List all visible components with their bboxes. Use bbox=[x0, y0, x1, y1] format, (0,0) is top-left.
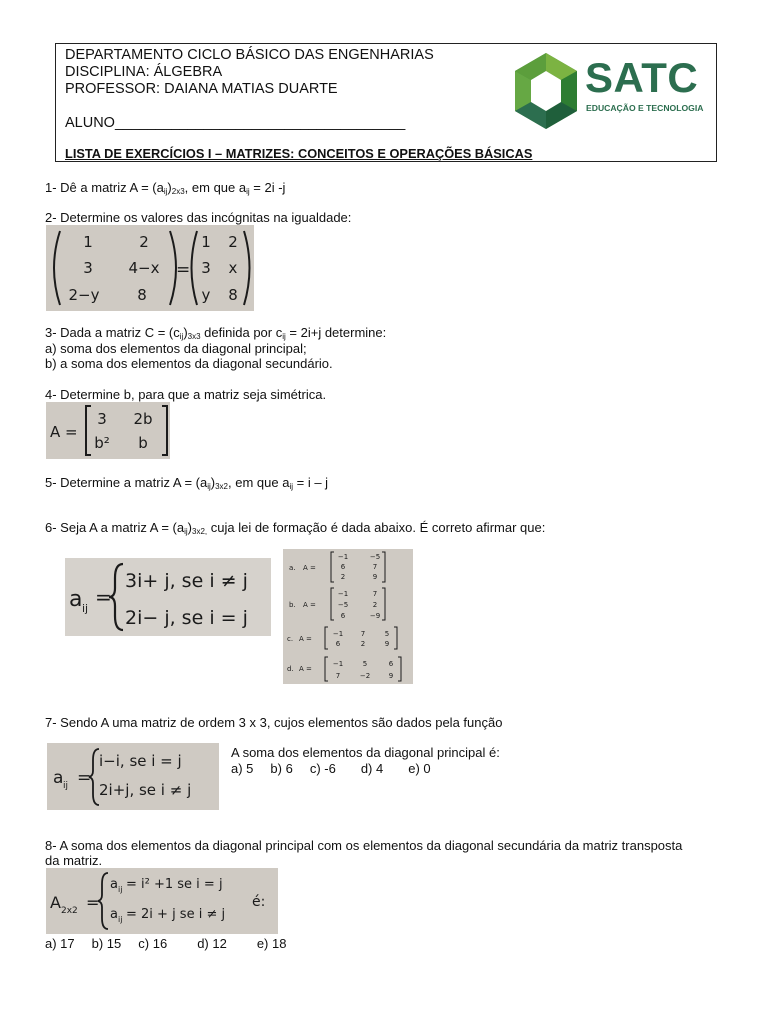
q2-left-cell: 1 bbox=[83, 233, 93, 251]
q6-option-cell: 9 bbox=[372, 573, 378, 581]
question-5 bbox=[45, 475, 328, 494]
q1-sub: ij bbox=[163, 187, 168, 196]
q6-law-image bbox=[65, 558, 271, 636]
logo-tagline: EDUCAÇÃO E TECNOLOGIA bbox=[586, 103, 704, 113]
q8-rule-2-a: a bbox=[110, 907, 118, 922]
q8-equals: = bbox=[86, 893, 100, 912]
q8-rule-1-sub: ij bbox=[118, 885, 123, 894]
q7-rule-1: i−i, se i = j bbox=[99, 752, 182, 770]
q7-rule-2: 2i+j, se i ≠ j bbox=[99, 781, 192, 799]
q7-options bbox=[231, 761, 448, 776]
q7-option: d) 4 bbox=[360, 761, 384, 776]
q1-text-d: = 2i -j bbox=[249, 180, 286, 195]
q8-option: a) 17 bbox=[45, 936, 75, 951]
q2-left-cell: 3 bbox=[83, 259, 93, 277]
q6-option-cell: 6 bbox=[335, 640, 341, 648]
q6-options-image bbox=[283, 549, 413, 684]
q2-equals-sign: = bbox=[176, 260, 191, 280]
q3-text-b: ) bbox=[183, 325, 188, 340]
q6-lhs: a bbox=[69, 587, 83, 612]
q8-rule-2-sub: ij bbox=[118, 915, 123, 924]
q2-right-cell: 8 bbox=[228, 286, 238, 304]
q6-option-prefix: A = bbox=[299, 665, 312, 673]
q7-lhs-sub: ij bbox=[63, 781, 69, 791]
question-7: 7- Sendo A uma matriz de ordem 3 x 3, cujos elementos são dados pela função bbox=[45, 715, 503, 730]
q2-right-cell: x bbox=[228, 259, 238, 277]
q3-text-d: = 2i+j determine: bbox=[285, 325, 387, 340]
q3-text-a: 3- Dada a matriz C = (c bbox=[45, 325, 180, 340]
q6-option-prefix: A = bbox=[299, 635, 312, 643]
q1-sub: ij bbox=[246, 187, 250, 196]
q6-option-prefix: A = bbox=[303, 601, 316, 609]
q2-right-cell: 3 bbox=[201, 259, 211, 277]
q6-option-cell: 7 bbox=[360, 630, 366, 638]
q6-sub: 3x2, bbox=[192, 527, 208, 536]
q2-left-cell: 2−y bbox=[68, 286, 100, 304]
logo-name: SATC bbox=[585, 54, 699, 101]
q2-right-cell: y bbox=[201, 286, 211, 304]
q6-option-label: b. bbox=[289, 601, 296, 609]
q3-sub: ij bbox=[179, 332, 184, 341]
q3-sub: 3x3 bbox=[187, 332, 201, 341]
q2-right-cell: 1 bbox=[201, 233, 211, 251]
question-6 bbox=[45, 520, 545, 539]
q6-rule-2: 2i− j, se i = j bbox=[125, 607, 248, 629]
q6-option-cell: −2 bbox=[359, 672, 371, 680]
q2-left-cell: 4−x bbox=[128, 259, 160, 277]
q6-option-cell: 2 bbox=[340, 573, 346, 581]
q5-sub: 3x2 bbox=[215, 482, 229, 491]
q6-option-label: c. bbox=[287, 635, 294, 643]
q6-option-cell: 2 bbox=[372, 601, 378, 609]
q7-function-image bbox=[47, 743, 219, 810]
q8-option: b) 15 bbox=[91, 936, 122, 951]
q6-lhs-sub: ij bbox=[82, 602, 89, 615]
question-4: 4- Determine b, para que a matriz seja simétrica. bbox=[45, 387, 327, 402]
q6-option-cell: 6 bbox=[340, 612, 346, 620]
q2-matrix-image bbox=[46, 225, 254, 311]
professor-line: PROFESSOR: DAIANA MATIAS DUARTE bbox=[65, 81, 338, 97]
q4-cell: b bbox=[138, 434, 148, 452]
q7-equals: = bbox=[77, 768, 92, 788]
q6-option-cell: 6 bbox=[388, 660, 394, 668]
hexagon-logo-icon bbox=[511, 49, 581, 133]
q6-option-cell: −1 bbox=[337, 553, 349, 561]
q8-rule-1-b: = i² +1 se i = j bbox=[126, 877, 223, 892]
q5-text-d: = i – j bbox=[293, 475, 329, 490]
q6-option-cell: 7 bbox=[372, 590, 378, 598]
q6-option-label: d. bbox=[287, 665, 294, 673]
q7-lhs: a bbox=[53, 768, 64, 788]
q6-option-cell: −5 bbox=[337, 601, 349, 609]
q8-rule-2-b: = 2i + j se i ≠ j bbox=[126, 907, 226, 922]
q6-text-c: cuja lei de formação é dada abaixo. É correto afirmar que: bbox=[207, 520, 546, 535]
q8-function-image bbox=[46, 868, 278, 934]
q6-option-cell: −9 bbox=[369, 612, 381, 620]
q8-suffix: é: bbox=[252, 894, 266, 910]
q6-text-b: ) bbox=[187, 520, 193, 535]
q2-right-cell: 2 bbox=[228, 233, 238, 251]
q4-cell: 2b bbox=[133, 410, 153, 428]
q7-option: e) 0 bbox=[408, 761, 431, 776]
q6-option-cell: −5 bbox=[369, 553, 381, 561]
q7-option: c) -6 bbox=[309, 761, 336, 776]
header-box bbox=[55, 43, 717, 162]
student-name-line: ALUNO____________________________________ bbox=[65, 115, 406, 131]
q6-option-cell: −1 bbox=[332, 630, 344, 638]
q6-option-cell: 9 bbox=[384, 640, 390, 648]
list-title: LISTA DE EXERCÍCIOS I – MATRIZES: CONCEITOS E OPERAÇÕES BÁSICAS bbox=[65, 146, 533, 161]
q8-rule-1-a: a bbox=[110, 877, 118, 892]
question-3-item-b: b) a soma dos elementos da diagonal secundário. bbox=[45, 356, 333, 371]
q1-sub: 2x3 bbox=[171, 187, 185, 196]
q8-option: e) 18 bbox=[256, 936, 287, 951]
q6-option-cell: 7 bbox=[372, 563, 378, 571]
q6-equals: = bbox=[95, 585, 112, 609]
question-8-line-2: da matriz. bbox=[45, 853, 103, 868]
q2-left-cell: 8 bbox=[137, 286, 147, 304]
q5-text-c: , em que a bbox=[228, 475, 290, 490]
q6-text-a: 6- Seja A a matriz A = (a bbox=[45, 520, 185, 535]
q3-text-c: definida por c bbox=[200, 325, 283, 340]
q6-rule-1: 3i+ j, se i ≠ j bbox=[125, 570, 248, 592]
question-2: 2- Determine os valores das incógnitas na igualdade: bbox=[45, 210, 352, 225]
q5-sub: ij bbox=[289, 482, 294, 491]
q6-option-cell: 7 bbox=[335, 672, 341, 680]
q5-text-a: 5- Determine a matriz A = (a bbox=[45, 475, 208, 490]
q6-option-cell: 5 bbox=[384, 630, 390, 638]
q8-options bbox=[45, 936, 303, 951]
q7-option: a) 5 bbox=[231, 761, 254, 776]
q8-option: d) 12 bbox=[197, 936, 227, 951]
q4-lhs: A = bbox=[50, 423, 78, 441]
q8-lhs-sub: 2x2 bbox=[61, 906, 78, 916]
q6-option-prefix: A = bbox=[303, 564, 316, 572]
q4-cell: b² bbox=[94, 434, 110, 452]
discipline-line: DISCIPLINA: ÁLGEBRA bbox=[65, 64, 223, 80]
q1-text-a: 1- Dê a matriz A = (a bbox=[45, 180, 164, 195]
question-3-item-a: a) soma dos elementos da diagonal principal; bbox=[45, 341, 307, 356]
q2-left-cell: 2 bbox=[139, 233, 149, 251]
q4-cell: 3 bbox=[97, 410, 107, 428]
q8-option: c) 16 bbox=[138, 936, 168, 951]
q6-option-cell: 9 bbox=[388, 672, 394, 680]
q7-option: b) 6 bbox=[270, 761, 293, 776]
q3-sub: ij bbox=[282, 332, 286, 341]
q6-option-cell: 5 bbox=[362, 660, 368, 668]
q6-option-cell: 6 bbox=[340, 563, 346, 571]
q5-text-b: ) bbox=[210, 475, 216, 490]
q6-option-cell: −1 bbox=[332, 660, 344, 668]
q5-sub: ij bbox=[207, 482, 211, 491]
q6-option-cell: 2 bbox=[360, 640, 366, 648]
q1-text-c: , em que a bbox=[184, 180, 247, 195]
q6-option-cell: −1 bbox=[337, 590, 349, 598]
q6-option-label: a. bbox=[289, 564, 296, 572]
satc-logo bbox=[511, 49, 711, 133]
question-8-line-1: 8- A soma dos elementos da diagonal principal com os elementos da diagonal secundária da matriz transposta bbox=[45, 838, 683, 853]
q7-question: A soma dos elementos da diagonal principal é: bbox=[231, 745, 500, 760]
q4-matrix-image bbox=[46, 402, 170, 459]
q1-text-b: ) bbox=[167, 180, 172, 195]
q6-sub: ij bbox=[184, 527, 188, 536]
question-1 bbox=[45, 180, 285, 199]
q8-lhs: A bbox=[50, 893, 61, 912]
department-line: DEPARTAMENTO CICLO BÁSICO DAS ENGENHARIAS bbox=[65, 47, 434, 63]
